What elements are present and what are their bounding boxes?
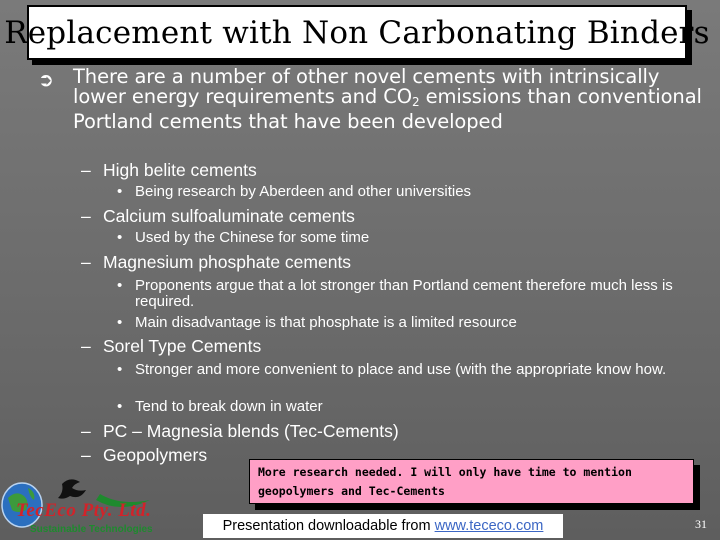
sub-item-text: Tend to break down in water [135,398,323,415]
list-item-label: Sorel Type Cements [103,336,262,356]
sub-item-text: Proponents argue that a lot stronger than Portland cement therefore much less is required. [135,277,673,310]
website-link[interactable]: www.tececo.com [434,518,544,534]
dash-bullet: – [81,206,91,226]
bullet-dot: • [117,229,123,246]
dash-bullet: – [81,160,91,180]
logo-name-text: TecEco Pty. Ltd. [16,500,152,521]
note-callout [249,459,694,504]
dash-bullet: – [81,421,91,441]
logo-tagline: Sustainable Technologies [30,524,153,535]
bullet-dot: • [117,398,123,415]
co2-subscript: 2 [411,94,420,109]
sub-item [117,315,697,331]
sub-item [117,362,697,378]
sub-item [117,184,697,200]
logo-name [16,500,151,522]
dash-bullet: – [81,252,91,272]
bullet-dot: • [117,183,123,200]
list-item-label: Calcium sulfoaluminate cements [103,206,355,226]
bullet-dot: • [117,361,123,378]
list-item-calcium-sulfoaluminate [81,206,355,227]
main-bullet-text [73,67,713,132]
list-item-pc-magnesia [81,421,399,442]
footer-banner [203,514,563,538]
note-text: More research needed. I will only have time to mention geopolymers and Tec-Cements [258,465,632,498]
list-item-label: Geopolymers [103,445,208,465]
list-item-high-belite [81,160,257,181]
main-bullet-text-a: There are a number of other novel cements with intrinsically lower energy requirements and CO [73,65,660,108]
dash-bullet: – [81,336,91,356]
sub-item [117,399,697,415]
sub-item-text: Stronger and more convenient to place and use (with the appropriate know how. [135,361,667,378]
sub-item [117,230,697,246]
footer-prefix: Presentation downloadable from [222,518,435,534]
main-bullet-text-b: emissions than conventional Portland cements that have been developed [73,84,702,133]
list-item-label: Magnesium phosphate cements [103,252,352,272]
sub-item [117,278,697,309]
bullet-dot: • [117,277,123,294]
list-item-magnesium-phosphate [81,252,351,273]
page-number: 31 [695,517,707,531]
slide-title: Replacement with Non Carbonating Binders [4,14,710,51]
sub-item-text: Used by the Chinese for some time [135,229,370,246]
list-item-label: PC – Magnesia blends (Tec-Cements) [103,421,399,441]
list-item-label: High belite cements [103,160,257,180]
bullet-dot: • [117,314,123,331]
right-arrow-icon: ➲ [38,69,54,91]
list-item-sorel [81,336,261,357]
list-item-geopolymers [81,445,207,466]
sub-item-text: Main disadvantage is that phosphate is a limited resource [135,314,517,331]
dash-bullet: – [81,445,91,465]
sub-item-text: Being research by Aberdeen and other universities [135,183,472,200]
